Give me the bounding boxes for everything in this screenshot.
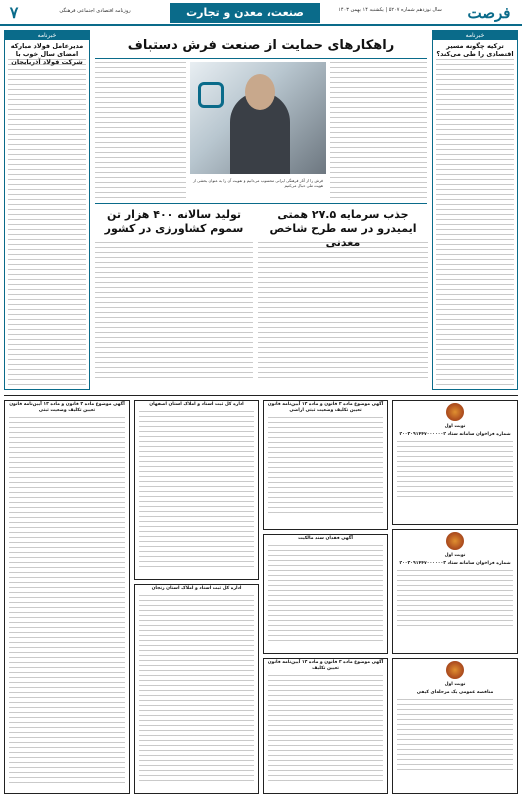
main-story-text-left — [95, 62, 186, 200]
right-news-column — [432, 30, 518, 390]
tagline: روزنامه اقتصادی اجتماعی فرهنگی — [59, 8, 131, 14]
notice5-title: اداره کل ثبت اسناد و املاک استان زنجان — [151, 586, 242, 591]
left-column-label: خبرنامه — [5, 31, 89, 40]
ad1-title: نوبت اول — [444, 424, 466, 429]
ads-divider — [4, 395, 518, 396]
right-column-label: خبرنامه — [433, 31, 517, 40]
page-number: ۷ — [9, 3, 19, 22]
main-story-photo — [190, 62, 326, 174]
newspaper-logo: فرصت — [467, 4, 511, 22]
story3-text — [95, 242, 253, 382]
right-column-text — [436, 59, 514, 385]
notice4-title: اداره کل ثبت اسناد و املاک استان اصفهان — [149, 402, 244, 407]
story2-headline: جذب سرمایه ۲۷.۵ همتی ایمیدرو در سه طرح شاخص معدنی — [269, 208, 417, 249]
ad1-text — [397, 441, 513, 501]
emblem-icon — [446, 532, 464, 550]
notice-1 — [263, 400, 388, 530]
story3-headline: تولید سالانه ۴۰۰ هزار تن سموم کشاورزی در کشور — [104, 208, 244, 235]
notice3-text — [268, 675, 383, 785]
ad1-subtitle: شماره فراخوان سامانه ستاد ۲۰۰۳۰۹۱۴۴۷۰۰۰۰۰۰۲ — [399, 432, 511, 437]
notice2-title: آگهی فقدان سند مالکیت — [298, 536, 353, 541]
tender-ad-2 — [392, 529, 518, 654]
tender-ad-1 — [392, 400, 518, 525]
notice4-text — [139, 411, 254, 571]
logo-mark-icon — [198, 82, 224, 108]
notice-6 — [4, 400, 130, 794]
headline-rule — [95, 58, 427, 59]
notice6-title: آگهی موضوع ماده ۳ قانون و ماده ۱۳ آیین‌نامه قانون تعیین تکلیف وضعیت ثبتی — [9, 402, 125, 413]
right-column-title: ترکیه چگونه مسیر اقتصادی را طی می‌کند؟ — [436, 42, 514, 58]
ad2-subtitle: شماره فراخوان سامانه ستاد ۲۰۰۳۰۹۱۴۴۷۰۰۰۰۰۰۳ — [399, 561, 511, 566]
main-headline: راهکارهای حمایت از صنعت فرش دستباف — [127, 38, 395, 53]
photo-caption: فرش را از آثار فرهنگی ایرانی محسوب می‌دانیم و تقویت آن را به عنوان بخشی از هویت ملی دنبال می‌کنیم — [193, 178, 323, 189]
person-head — [245, 74, 275, 110]
section-title: صنعت، معدن و تجارت — [170, 3, 320, 23]
left-news-column — [4, 30, 90, 390]
left-column-text — [8, 59, 86, 385]
left-column-title: مدیرعامل فولاد مبارکه امضای سال خوب با شرکت فولاد آذربایجان — [10, 42, 84, 66]
notice-5 — [134, 584, 259, 794]
notice5-text — [139, 595, 254, 785]
notice1-title: آگهی موضوع ماده ۳ قانون و ماده ۱۳ آیین‌نامه قانون تعیین تکلیف وضعیت ثبتی اراضی — [267, 402, 384, 413]
emblem-icon — [446, 403, 464, 421]
ad3-title: نوبت اول — [444, 682, 466, 687]
ad2-title: نوبت اول — [444, 553, 466, 558]
ad3-text — [397, 699, 513, 771]
notice6-text — [9, 417, 125, 787]
ad2-text — [397, 570, 513, 630]
main-story-text-right — [330, 62, 427, 200]
notice-4 — [134, 400, 259, 580]
ad3-subtitle: مناقصه عمومی یک مرحله‌ای کیفی — [416, 690, 494, 695]
story2-text — [258, 242, 428, 382]
notice-3 — [263, 658, 388, 794]
notice2-text — [268, 545, 383, 641]
story-divider — [95, 203, 427, 204]
issue-meta: سال نوزدهم شماره ۵۲۰۷ | یکشنبه ۱۴ بهمن ۱۴۰۳ — [338, 7, 442, 13]
notice-2 — [263, 534, 388, 654]
notice3-title: آگهی موضوع ماده ۳ قانون و ماده ۱۳ آیین‌نامه قانون تعیین تکلیف — [267, 660, 384, 671]
notice1-text — [268, 417, 383, 517]
tender-ad-3 — [392, 658, 518, 794]
emblem-icon — [446, 661, 464, 679]
